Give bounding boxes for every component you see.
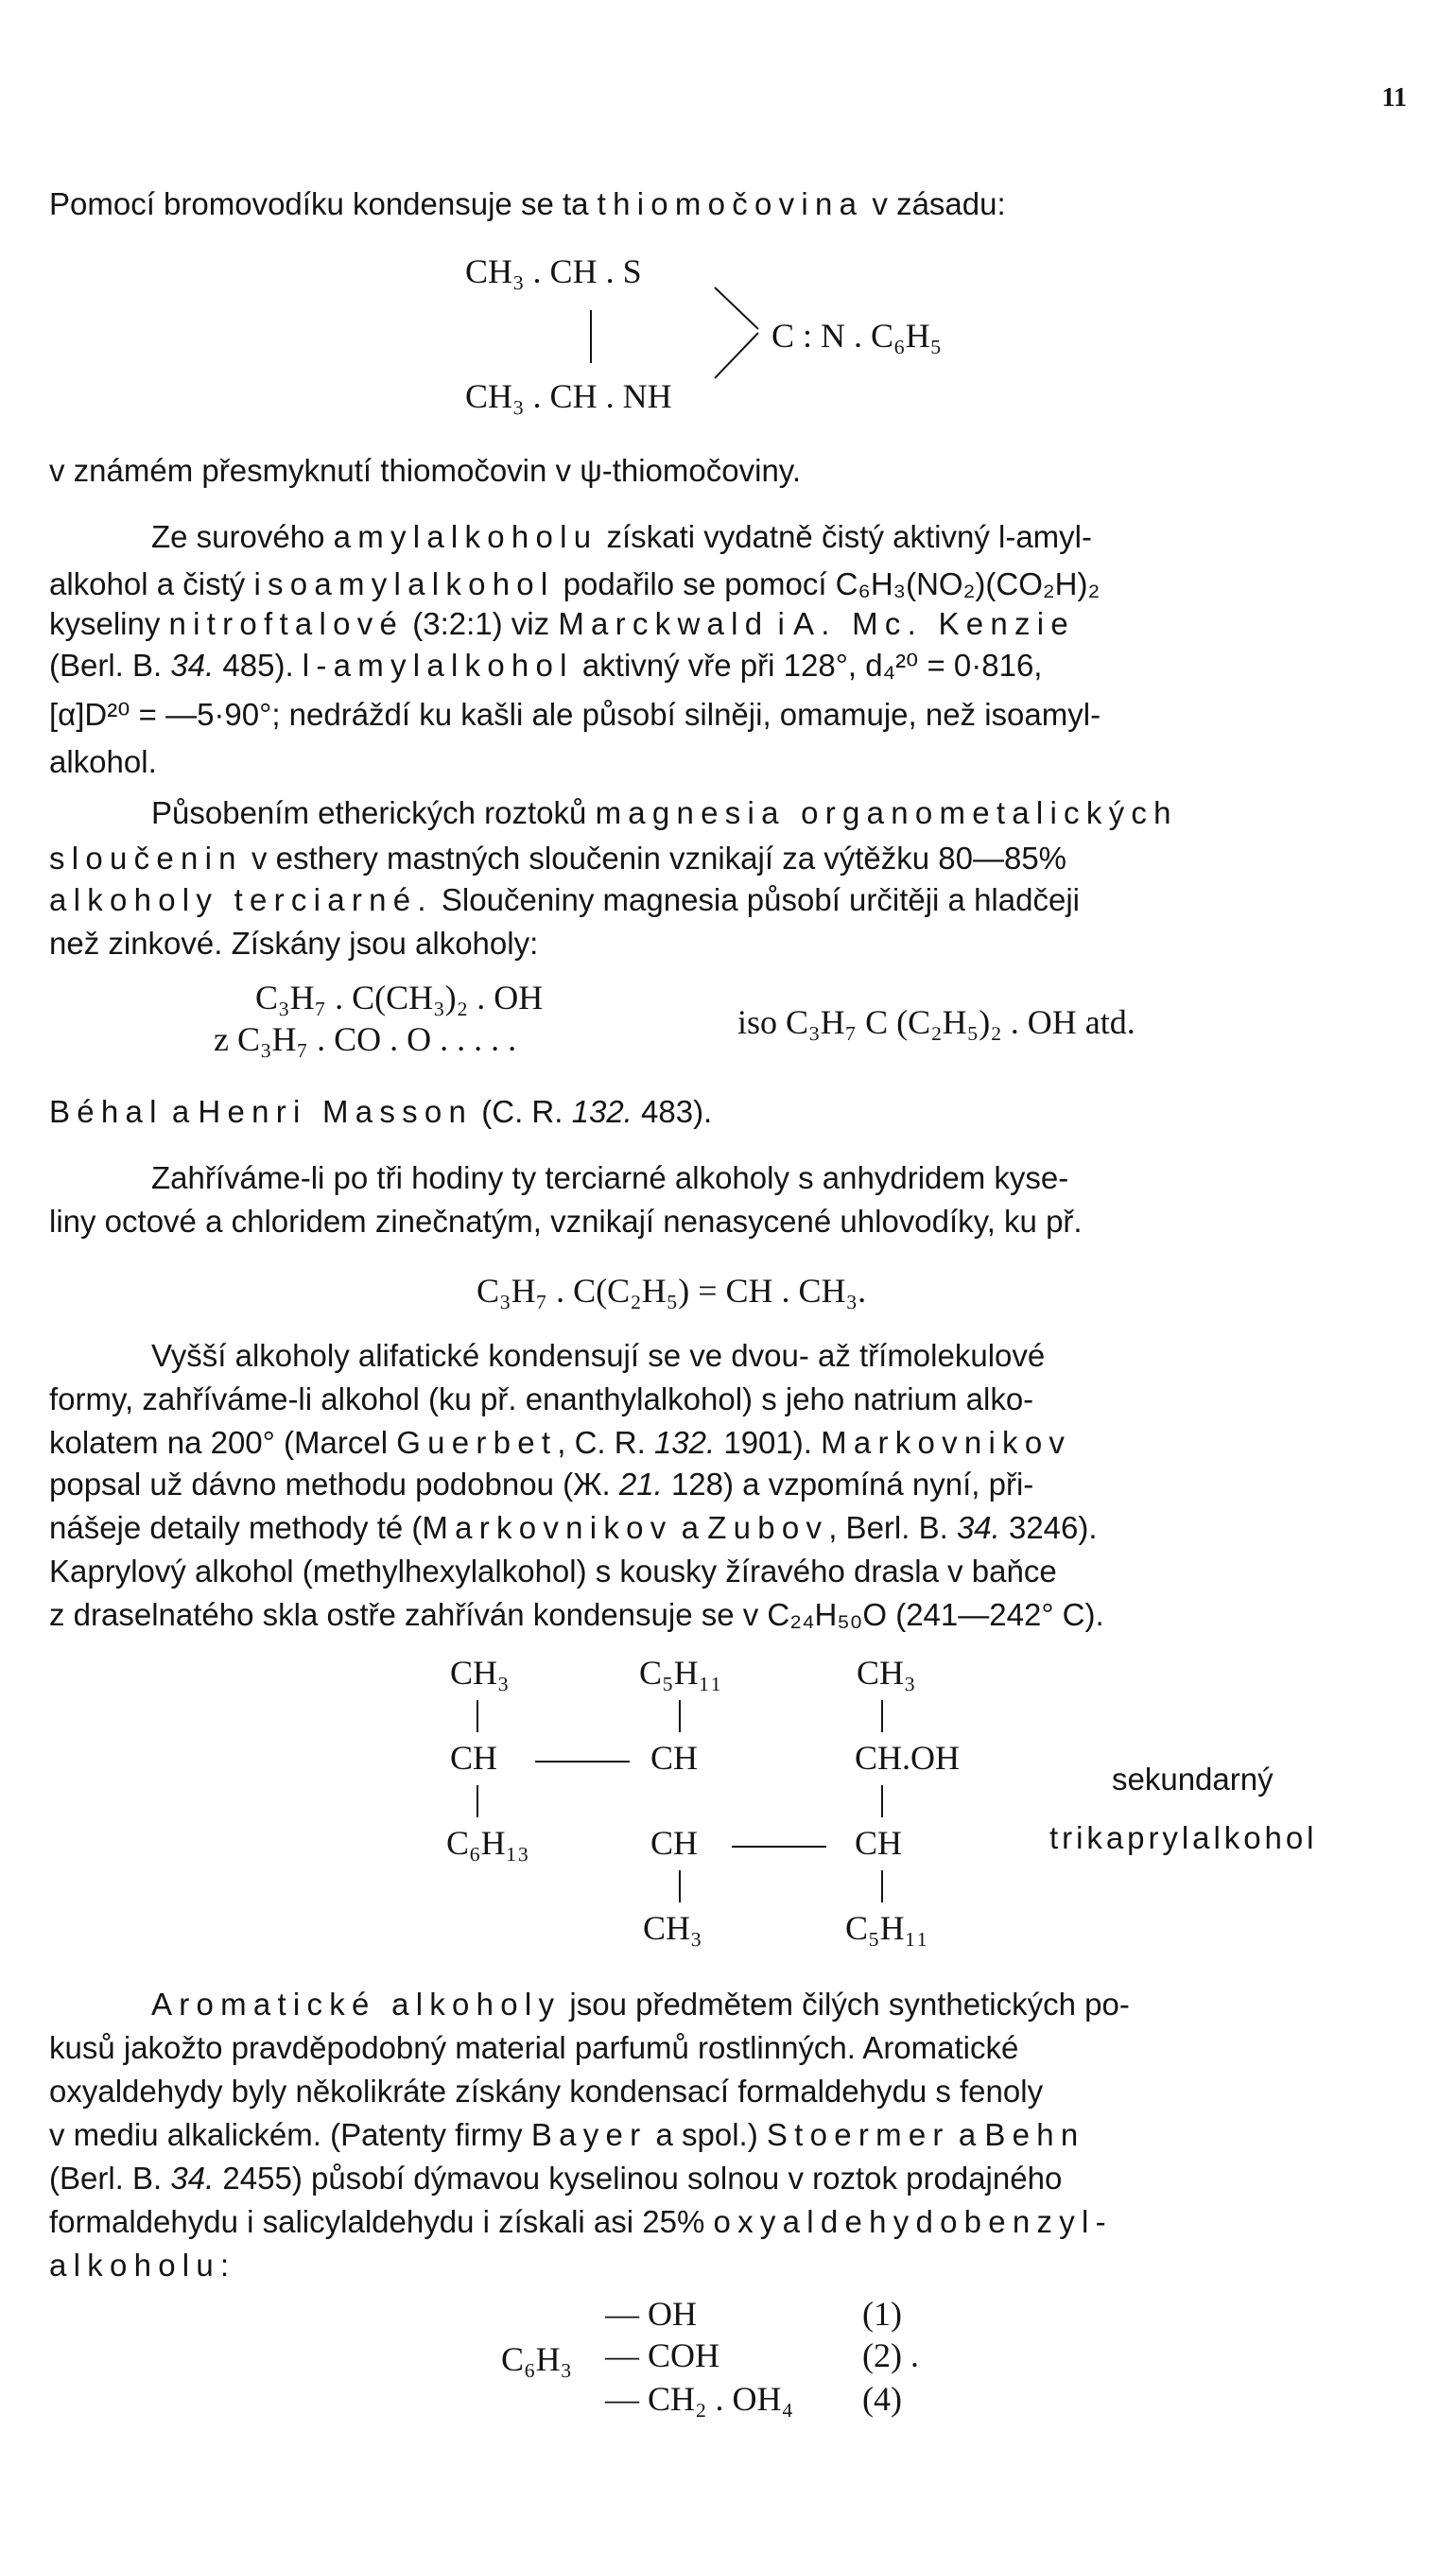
p2-line1 bbox=[151, 518, 1092, 556]
formula1-right: C : N . C₆H₅ bbox=[771, 317, 943, 355]
p5-line3 bbox=[49, 1424, 1071, 1462]
f4-c3-3: C₅H₁₁ bbox=[845, 1909, 928, 1947]
f4-c2-2: CH bbox=[650, 1824, 699, 1862]
p6-line3: oxyaldehydy byly několikráte získány kondensací formaldehydu s fenoly bbox=[49, 2074, 1044, 2109]
p5-l5c: a bbox=[672, 1510, 708, 1545]
p5-l5g: 3246). bbox=[999, 1510, 1098, 1545]
p6-l5c: 2455) působí dýmavou kyselinou solnou v roztok prodajného bbox=[214, 2161, 1063, 2196]
p2-l4e: aktivný vře při 128°, d₄²⁰ = 0·816, bbox=[573, 648, 1043, 683]
p4-line1: Zahříváme-li po tři hodiny ty terciarné alkoholy s anhydridem kyse- bbox=[151, 1160, 1069, 1195]
ref1-e: 132. bbox=[571, 1094, 633, 1129]
p6-line1 bbox=[151, 1986, 1130, 2023]
p5-l5e: , Berl. B. bbox=[828, 1510, 957, 1545]
f4-c2-bond3 bbox=[679, 1870, 681, 1902]
f5-n1: (1) bbox=[862, 2295, 902, 2333]
p5-line6: Kaprylový alkohol (methylhexylalkohol) s kousky žíravého drasla v baňce bbox=[49, 1554, 1057, 1589]
p5-l5f: 34. bbox=[956, 1510, 1000, 1545]
f4-c1-1: CH bbox=[450, 1739, 498, 1777]
ref1-d: (C. R. bbox=[473, 1094, 572, 1129]
p6-l4d: Stoermer bbox=[766, 2117, 950, 2152]
p3-l3a: alkoholy terciarné. bbox=[49, 882, 433, 917]
p3-line1 bbox=[151, 794, 1178, 832]
formula1-brace bbox=[711, 282, 768, 386]
p2-l3e: i bbox=[769, 606, 794, 641]
p6-l5a: (Berl. B. bbox=[49, 2161, 171, 2196]
formula1-top: CH₃ . CH . S bbox=[465, 252, 642, 290]
p2-l1a: Ze surového bbox=[151, 519, 334, 554]
p6-line6 bbox=[49, 2203, 1113, 2241]
p2-l4d: l-amylalkohol bbox=[302, 648, 574, 683]
formula-hydrocarbon: C₃H₇ . C(C₂H₅) = CH . CH₃. bbox=[477, 1272, 867, 1310]
p5-l3a: kolatem na 200° (Marcel bbox=[49, 1425, 397, 1460]
f4-label1: sekundarný bbox=[1112, 1762, 1274, 1797]
p6-l1a: Aromatické alkoholy bbox=[151, 1987, 562, 2022]
intro-text-b: v zásadu: bbox=[863, 186, 1006, 221]
p2-line6: alkohol. bbox=[49, 744, 157, 779]
p6-l4b: Bayer bbox=[530, 2117, 648, 2152]
ref1-f: 483). bbox=[632, 1094, 713, 1129]
f5-r2: — COH bbox=[605, 2336, 720, 2374]
p6-line5 bbox=[49, 2160, 1062, 2197]
f4-c1-bond1 bbox=[477, 1700, 478, 1732]
p5-l3e: 1901). bbox=[715, 1425, 822, 1460]
p2-l3a: kyseliny bbox=[49, 606, 169, 641]
p6-l4c: a spol.) bbox=[647, 2117, 767, 2152]
f5-left: C₆H₃ bbox=[501, 2340, 573, 2378]
p5-line4 bbox=[49, 1466, 1033, 1503]
p6-l1b: jsou předmětem čilých synthetických po- bbox=[561, 1987, 1130, 2022]
p2-l4a: (Berl. B. bbox=[49, 648, 171, 683]
p3-l2b: v esthery mastných sloučenin vznikají za výtěžku 80—85% bbox=[242, 841, 1067, 876]
page-number: 11 bbox=[1381, 83, 1407, 113]
f4-c3-bond1 bbox=[881, 1700, 883, 1732]
ref1-b: a bbox=[163, 1094, 199, 1129]
p5-line5 bbox=[49, 1509, 1098, 1547]
p2-line2 bbox=[49, 565, 1100, 603]
f4-c2-bond1 bbox=[679, 1700, 681, 1732]
f4-c3-0: CH₃ bbox=[857, 1654, 916, 1692]
p5-line2: formy, zahříváme-li alkohol (ku př. enanthylalkohol) s jeho natrium alko- bbox=[49, 1381, 1034, 1416]
p3-l3b: Sloučeniny magnesia působí určitěji a hladčeji bbox=[432, 882, 1080, 917]
p4-line2: liny octové a chloridem zinečnatým, vznikají nenasycené uhlovodíky, ku př. bbox=[49, 1204, 1083, 1239]
intro-line bbox=[49, 185, 1006, 223]
p5-l4a: popsal už dávno methodu podobnou (Ж. bbox=[49, 1467, 619, 1502]
intro-spaced-term: thiomočovina bbox=[597, 186, 864, 221]
f4-bond-c2-c3 bbox=[732, 1846, 826, 1848]
f4-bond-c1-c2 bbox=[535, 1761, 630, 1763]
f4-c3-bond3 bbox=[881, 1870, 883, 1902]
p2-l1b: amylalkoholu bbox=[333, 519, 598, 554]
formula2-c: iso C₃H₇ C (C₂H₅)₂ . OH atd. bbox=[737, 1003, 1135, 1041]
formula2-b: z C₃H₇ . CO . O . . . . . bbox=[214, 1020, 517, 1058]
formula1-bond bbox=[590, 310, 592, 363]
p5-l4c: 128) a vzpomíná nyní, při- bbox=[662, 1467, 1034, 1502]
p6-l4e: a bbox=[949, 2117, 985, 2152]
intro-text-a: Pomocí bromovodíku kondensuje se ta bbox=[49, 186, 598, 221]
p2-line3 bbox=[49, 605, 1075, 643]
ref1-a: Béhal bbox=[49, 1094, 164, 1129]
f4-c3-2: CH bbox=[855, 1824, 903, 1862]
p3-l1a: Působením etherických roztoků bbox=[151, 795, 596, 830]
reference-behal bbox=[49, 1093, 712, 1131]
p3-l1b: magnesia organometalických bbox=[595, 795, 1178, 830]
p5-l3d: 132. bbox=[653, 1425, 716, 1460]
p2-line5: [α]D²⁰ = —5·90°; nedráždí ku kašli ale působí silněji, omamuje, než isoamyl- bbox=[49, 697, 1101, 732]
f5-r3: — CH₂ . OH₄ bbox=[605, 2380, 794, 2418]
p5-l3c: , C. R. bbox=[557, 1425, 654, 1460]
f4-c3-1: CH.OH bbox=[855, 1739, 961, 1777]
p2-l2a: alkohol a čistý bbox=[49, 566, 254, 601]
p3-line3 bbox=[49, 881, 1080, 919]
p3-line4: než zinkové. Získány jsou alkoholy: bbox=[49, 926, 539, 961]
p3-line2 bbox=[49, 840, 1066, 877]
p6-l6b: oxyaldehydobenzyl- bbox=[713, 2204, 1113, 2239]
p2-l3b: nitroftalové bbox=[168, 606, 405, 641]
p6-line4 bbox=[49, 2116, 1085, 2154]
f4-c3-bond2 bbox=[881, 1785, 883, 1817]
p2-l1c: získati vydatně čistý aktivný l-amyl- bbox=[598, 519, 1092, 554]
formula1-caption: v známém přesmyknutí thiomočovin v ψ-thiomočoviny. bbox=[49, 453, 802, 488]
f4-c1-2: C₆H₁₃ bbox=[446, 1824, 529, 1862]
f4-c2-1: CH bbox=[650, 1739, 699, 1777]
f4-c1-0: CH₃ bbox=[450, 1654, 510, 1692]
p2-line4 bbox=[49, 647, 1042, 685]
p5-line7: z draselnatého skla ostře zahříván kondensuje se v C₂₄H₅₀O (241—242° C). bbox=[49, 1597, 1104, 1632]
p2-l2b: isoamylalkohol bbox=[253, 566, 555, 601]
p2-l3c: (3:2:1) viz bbox=[404, 606, 559, 641]
f5-r1: — OH bbox=[605, 2295, 697, 2333]
p6-line2: kusů jakožto pravděpodobný material parfumů rostlinných. Aromatické bbox=[49, 2030, 1019, 2065]
p2-l3d: Marckwald bbox=[558, 606, 770, 641]
f4-label2: trikaprylalkohol bbox=[1049, 1820, 1318, 1855]
p6-l6a: formaldehydu i salicylaldehydu i získali asi 25% bbox=[49, 2204, 714, 2239]
p5-l5a: nášeje detaily methody té ( bbox=[49, 1510, 423, 1545]
p2-l3f: A. Mc. Kenzie bbox=[793, 606, 1075, 641]
p2-l2c: podařilo se pomocí C₆H₃(NO₂)(CO₂H)₂ bbox=[554, 566, 1101, 601]
f4-c1-bond2 bbox=[477, 1785, 478, 1817]
p6-l5b: 34. bbox=[170, 2161, 215, 2196]
f4-c2-3: CH₃ bbox=[643, 1909, 702, 1947]
formula1-bottom: CH₃ . CH . NH bbox=[465, 377, 672, 415]
p5-line1: Vyšší alkoholy alifatické kondensují se ve dvou- až třímolekulové bbox=[151, 1338, 1046, 1373]
f5-n2: (2) . bbox=[862, 2336, 919, 2374]
p5-l3b: Guerbet bbox=[396, 1425, 558, 1460]
p3-l2a: sloučenin bbox=[49, 841, 243, 876]
p5-l3f: Markovnikov bbox=[821, 1425, 1072, 1460]
p5-l4b: 21. bbox=[618, 1467, 663, 1502]
p2-l4b: 34. bbox=[170, 648, 215, 683]
formula2-a: C₃H₇ . C(CH₃)₂ . OH bbox=[255, 979, 544, 1016]
p6-l4f: Behn bbox=[984, 2117, 1085, 2152]
p6-l4a: v mediu alkalickém. (Patenty firmy bbox=[49, 2117, 531, 2152]
f4-c2-0: C₅H₁₁ bbox=[639, 1654, 722, 1692]
p2-l4c: 485). bbox=[214, 648, 303, 683]
f5-n3: (4) bbox=[862, 2380, 902, 2418]
p6-line7: alkoholu: bbox=[49, 2248, 236, 2283]
p5-l5d: Zubov bbox=[707, 1510, 829, 1545]
ref1-c: Henri Masson bbox=[198, 1094, 474, 1129]
p5-l5b: Markovnikov bbox=[422, 1510, 673, 1545]
